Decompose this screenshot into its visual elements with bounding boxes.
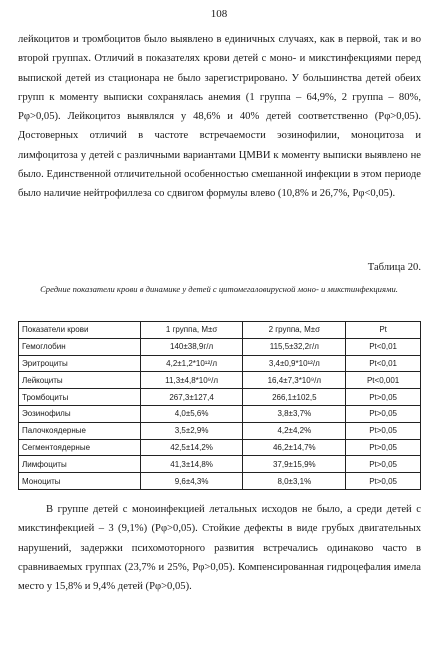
group-1-value: 140±38,9г/л [140,338,243,355]
pt-value: Pt>0,05 [346,456,421,473]
group-1-value: 3,5±2,9% [140,422,243,439]
pt-value: Pt<0,001 [346,372,421,389]
pt-value: Pt>0,05 [346,473,421,490]
table-row [19,439,421,456]
pt-value: Pt<0,01 [346,338,421,355]
group-1-value: 4,2±1,2*10¹²/л [140,355,243,372]
group-2-value: 37,9±15,9% [243,456,346,473]
group-2-value: 4,2±4,2% [243,422,346,439]
indicator-name: Гемоглобин [19,338,141,355]
group-1-value: 9,6±4,3% [140,473,243,490]
group-1-value: 42,5±14,2% [140,439,243,456]
group-2-value: 16,4±7,3*10⁹/л [243,372,346,389]
table-row [19,355,421,372]
table-row [19,389,421,406]
group-1-value: 4,0±5,6% [140,405,243,422]
table-row [19,338,421,355]
group-1-value: 267,3±127,4 [140,389,243,406]
table-row [19,372,421,389]
header-group-1: 1 группа, M±σ [140,322,243,339]
blood-indices-table [18,321,421,490]
group-2-value: 3,8±3,7% [243,405,346,422]
table-header-row [19,322,421,339]
pt-value: Pt>0,05 [346,389,421,406]
pt-value: Pt>0,05 [346,422,421,439]
header-pt: Pt [346,322,421,339]
pt-value: Pt<0,01 [346,355,421,372]
table-label: Таблица 20. [367,262,421,273]
body-paragraph-1: лейкоцитов и тромбоцитов было выявлено в единичных случаях, как в первой, так и во второй группах. Отличий в показателях крови детей с моно- и микстинфекциями перед выпиской детей из стационара не было зарегистрировано. У большинства детей обеих групп к моменту выписки сохранялась анемия (1 группа – 64,9%, 2 группа – 80%, Рφ>0,05). Лейкоцитоз выявлялся у 48,6% и 40% детей соответственно (Рφ>0,05). Достоверных отличий в частоте встречаемости эозинофилии, моноцитоза и лимфоцитоза у детей с различными вариантами ЦМВИ к моменту выписки выявлено не было. Единственной отличительной особенностью смешанной инфекции в этом периоде было наличие нейтрофиллеза со сдвигом формулы влево (10,8% и 26,7%, Рφ<0,05). [18,34,421,200]
group-1-value: 41,3±14,8% [140,456,243,473]
indicator-name: Сегментоядерные [19,439,141,456]
table-caption: Средние показатели крови в динамике у детей с цитомегаловирусной моно- и микстинфекциями. [40,284,398,294]
table-row [19,473,421,490]
header-group-2: 2 группа, M±σ [243,322,346,339]
table-row [19,456,421,473]
group-2-value: 3,4±0,9*10¹²/л [243,355,346,372]
page-number: 108 [210,8,228,20]
group-2-value: 266,1±102,5 [243,389,346,406]
group-1-value: 11,3±4,8*10⁹/л [140,372,243,389]
table-row [19,405,421,422]
indicator-name: Моноциты [19,473,141,490]
indicator-name: Эритроциты [19,355,141,372]
indicator-name: Тромбоциты [19,389,141,406]
group-2-value: 8,0±3,1% [243,473,346,490]
indicator-name: Лимфоциты [19,456,141,473]
header-indicator: Показатели крови [19,322,141,339]
table-row [19,422,421,439]
body-paragraph-2: В группе детей с моноинфекцией летальных исходов не было, а среди детей с микстинфекцией – 3 (9,1%) (Рφ>0,05). Стойкие дефекты в виде грубых двигательных нарушений, задержки психомоторного развития встречались одинаково часто в сравниваемых группах (23,7% и 25%, Рφ>0,05). Компенсированная гидроцефалия имела место у 15,8% и 9,4% детей (Рφ>0,05). [18,504,421,593]
indicator-name: Палочкоядерные [19,422,141,439]
group-2-value: 46,2±14,7% [243,439,346,456]
pt-value: Pt>0,05 [346,439,421,456]
indicator-name: Лейкоциты [19,372,141,389]
group-2-value: 115,5±32,2г/л [243,338,346,355]
pt-value: Pt>0,05 [346,405,421,422]
indicator-name: Эозинофилы [19,405,141,422]
